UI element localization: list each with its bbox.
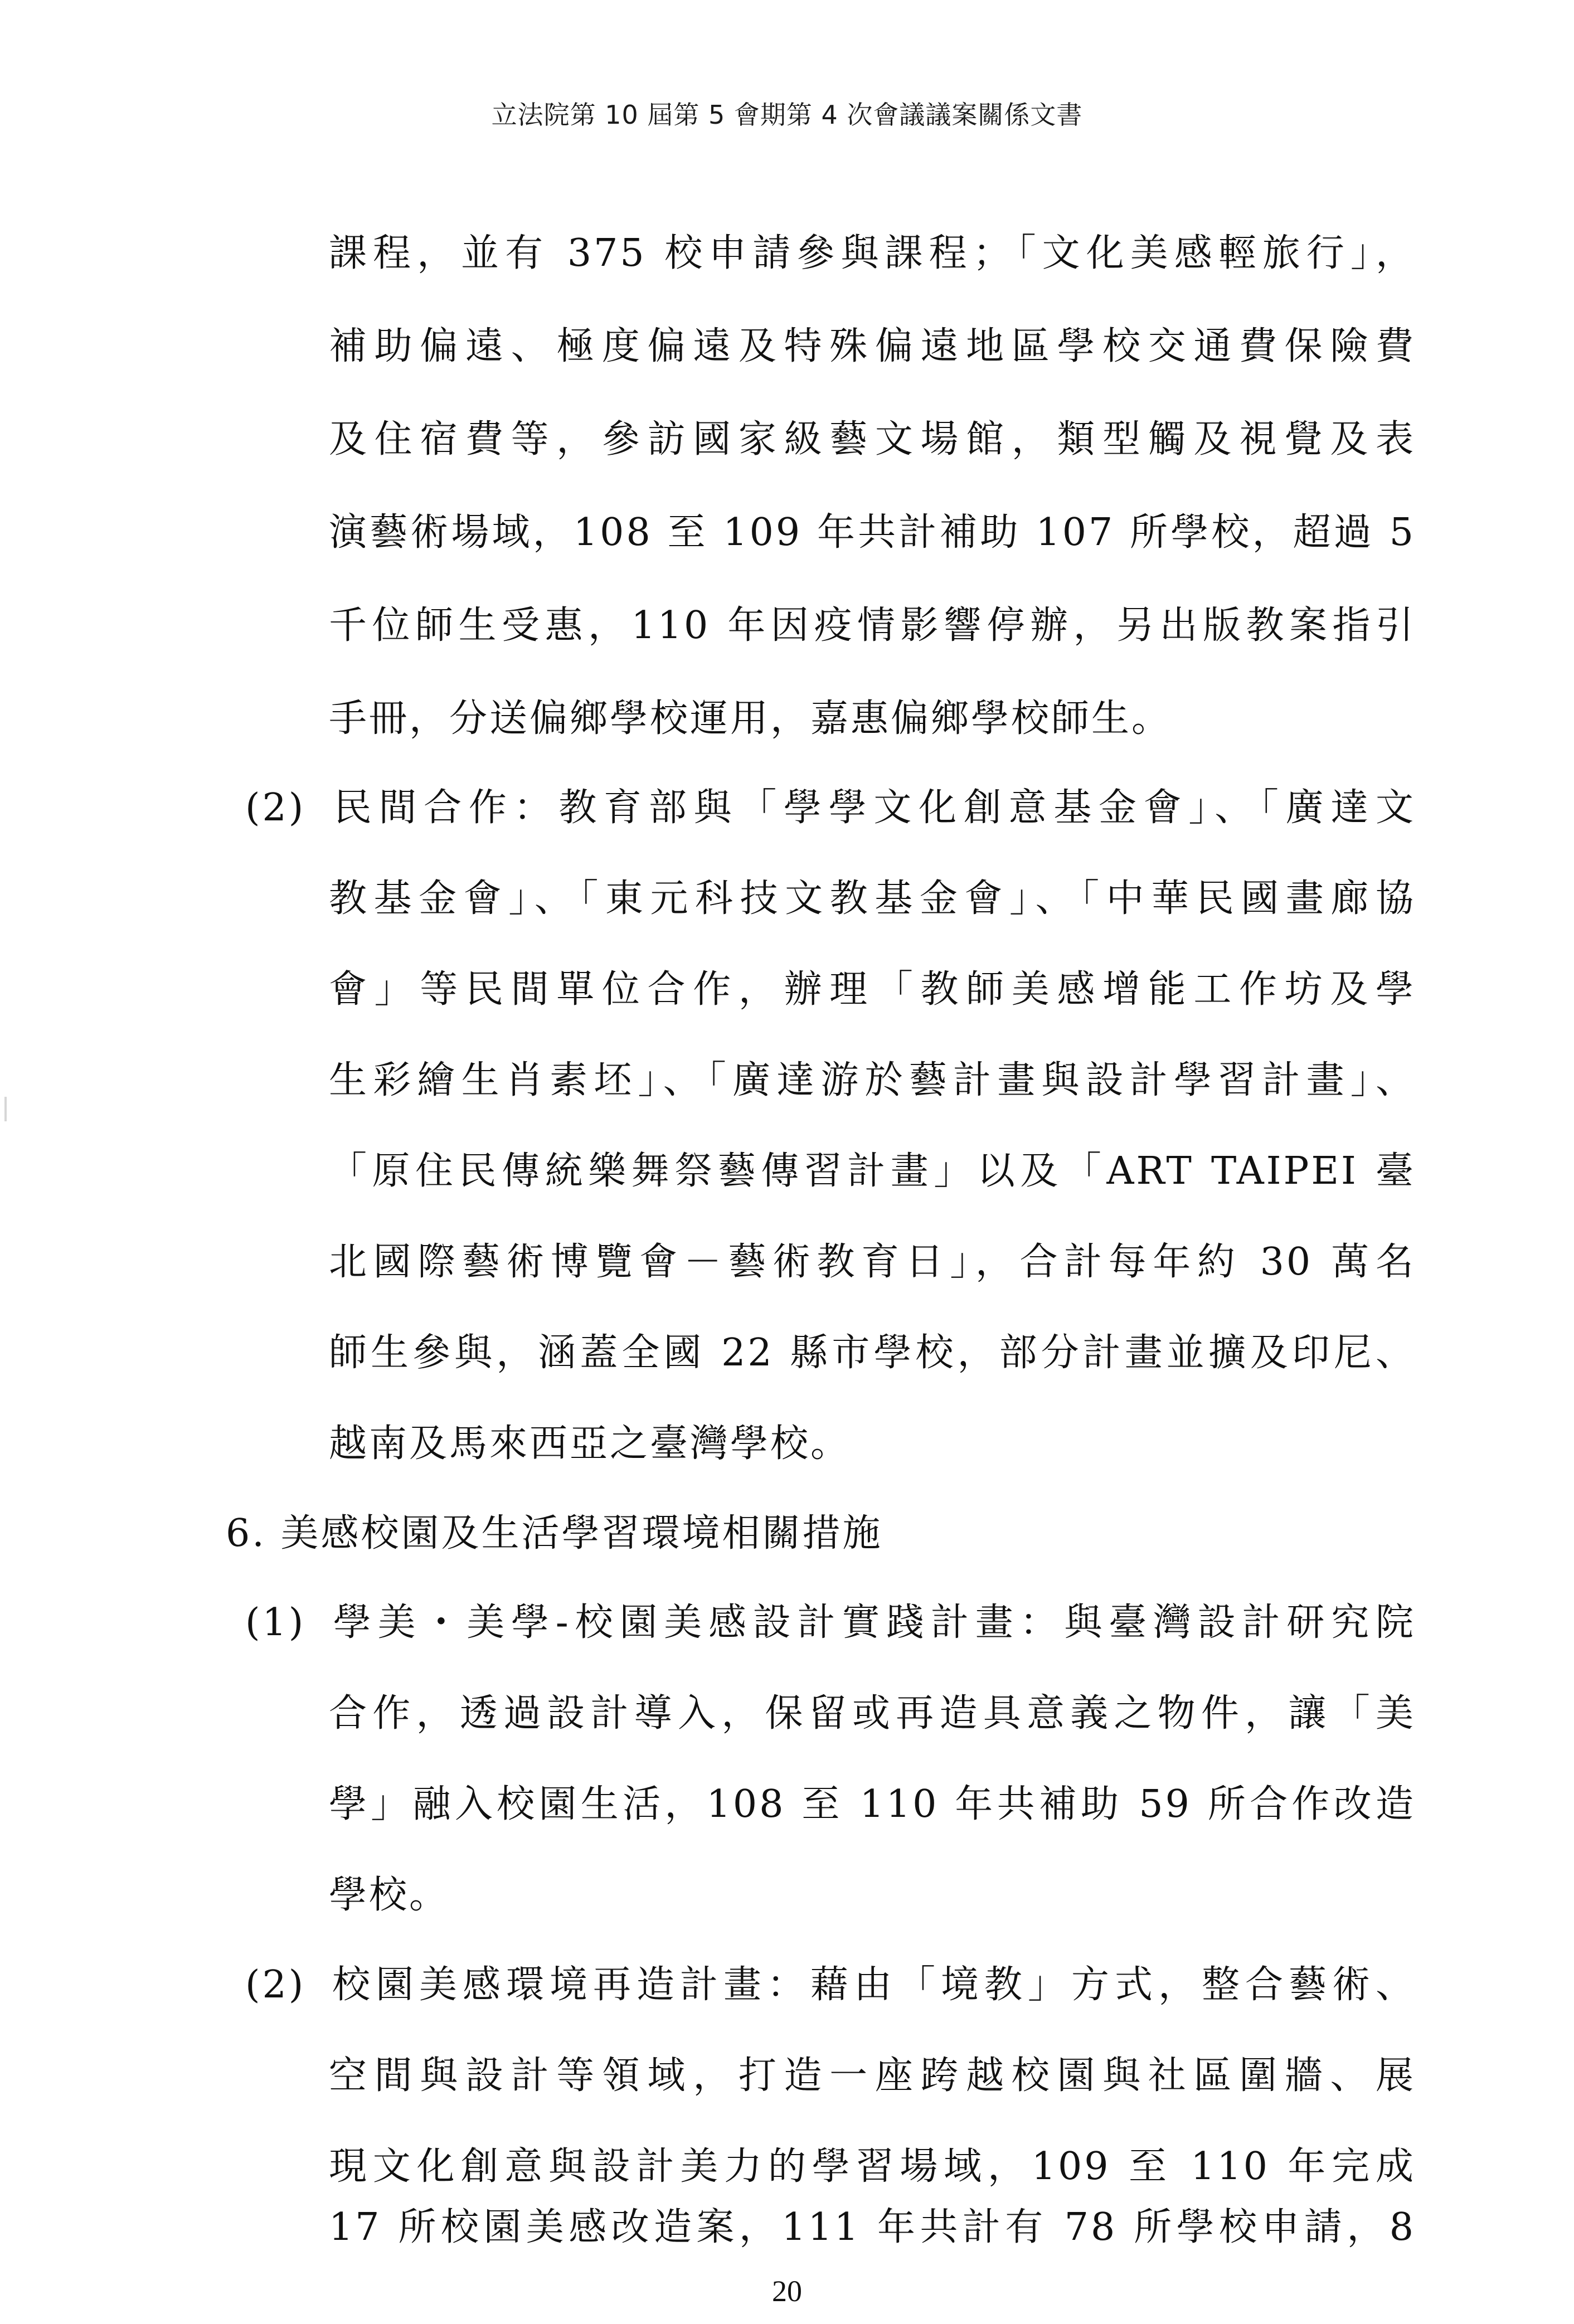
list-item-2-first-line (245, 1955, 1416, 2016)
paragraph-line: 空間與設計等領域，打造一座跨越校園與社區圍牆、展 (329, 2054, 1416, 2098)
paragraph-line: 學」融入校園生活，108 至 110 年共補助 59 所合作改造 (329, 1782, 1416, 1826)
paragraph-line: 手冊，分送偏鄉學校運用，嘉惠偏鄉學校師生。 (329, 697, 1172, 741)
list-item-2-first-line (245, 777, 1416, 839)
paragraph-line: 教基金會」、「東元科技文教基金會」、「中華民國畫廊協 (329, 877, 1416, 921)
section-heading: 6. 美感校園及生活學習環境相關措施 (226, 1511, 883, 1555)
scan-artifact (4, 1097, 7, 1121)
paragraph-line: 17 所校園美感改造案，111 年共計有 78 所學校申請，8 (329, 2205, 1416, 2249)
paragraph-line: 及住宿費等，參訪國家級藝文場館，類型觸及視覺及表 (329, 417, 1416, 461)
paragraph-line: 合作，透過設計導入，保留或再造具意義之物件，讓「美 (329, 1691, 1416, 1735)
paragraph-line: 師生參與，涵蓋全國 22 縣市學校，部分計畫並擴及印尼、 (329, 1331, 1416, 1375)
paragraph-line: 演藝術場域，108 至 109 年共計補助 107 所學校，超過 5 (329, 510, 1416, 555)
paragraph-line: 千位師生受惠，110 年因疫情影響停辦，另出版教案指引 (329, 604, 1416, 648)
paragraph-line: 補助偏遠、極度偏遠及特殊偏遠地區學校交通費保險費 (329, 324, 1416, 368)
paragraph-line: 現文化創意與設計美力的學習場域，109 至 110 年完成 (329, 2145, 1416, 2189)
list-item-1-first-line (245, 1592, 1416, 1654)
page-number: 20 (772, 2274, 802, 2308)
page-header: 立法院第 10 屆第 5 會期第 4 次會議議案關係文書 (491, 100, 1083, 130)
list-item-text: 校園美感環境再造計畫：藉由「境教」方式，整合藝術、 (329, 1963, 1416, 2007)
paragraph-line: 「原住民傳統樂舞祭藝傳習計畫」以及「ART TAIPEI 臺 (329, 1149, 1416, 1193)
paragraph-line: 會」等民間單位合作，辦理「教師美感增能工作坊及學 (329, 967, 1416, 1012)
list-item-text: 民間合作：教育部與「學學文化創意基金會」、「廣達文 (329, 786, 1416, 830)
list-item-marker: (1) (245, 1601, 306, 1645)
paragraph-line: 越南及馬來西亞之臺灣學校。 (329, 1422, 851, 1466)
list-item-marker: (2) (245, 786, 306, 830)
paragraph-line: 北國際藝術博覽會－藝術教育日」，合計每年約 30 萬名 (329, 1240, 1416, 1284)
paragraph-line: 課程，並有 375 校申請參與課程；「文化美感輕旅行」， (329, 231, 1416, 275)
list-item-marker: (2) (245, 1963, 306, 2007)
paragraph-line: 學校。 (329, 1873, 450, 1917)
list-item-text: 學美・美學-校園美感設計實踐計畫：與臺灣設計研究院 (329, 1601, 1416, 1645)
paragraph-line: 生彩繪生肖素坯」、「廣達游於藝計畫與設計學習計畫」、 (329, 1058, 1416, 1102)
